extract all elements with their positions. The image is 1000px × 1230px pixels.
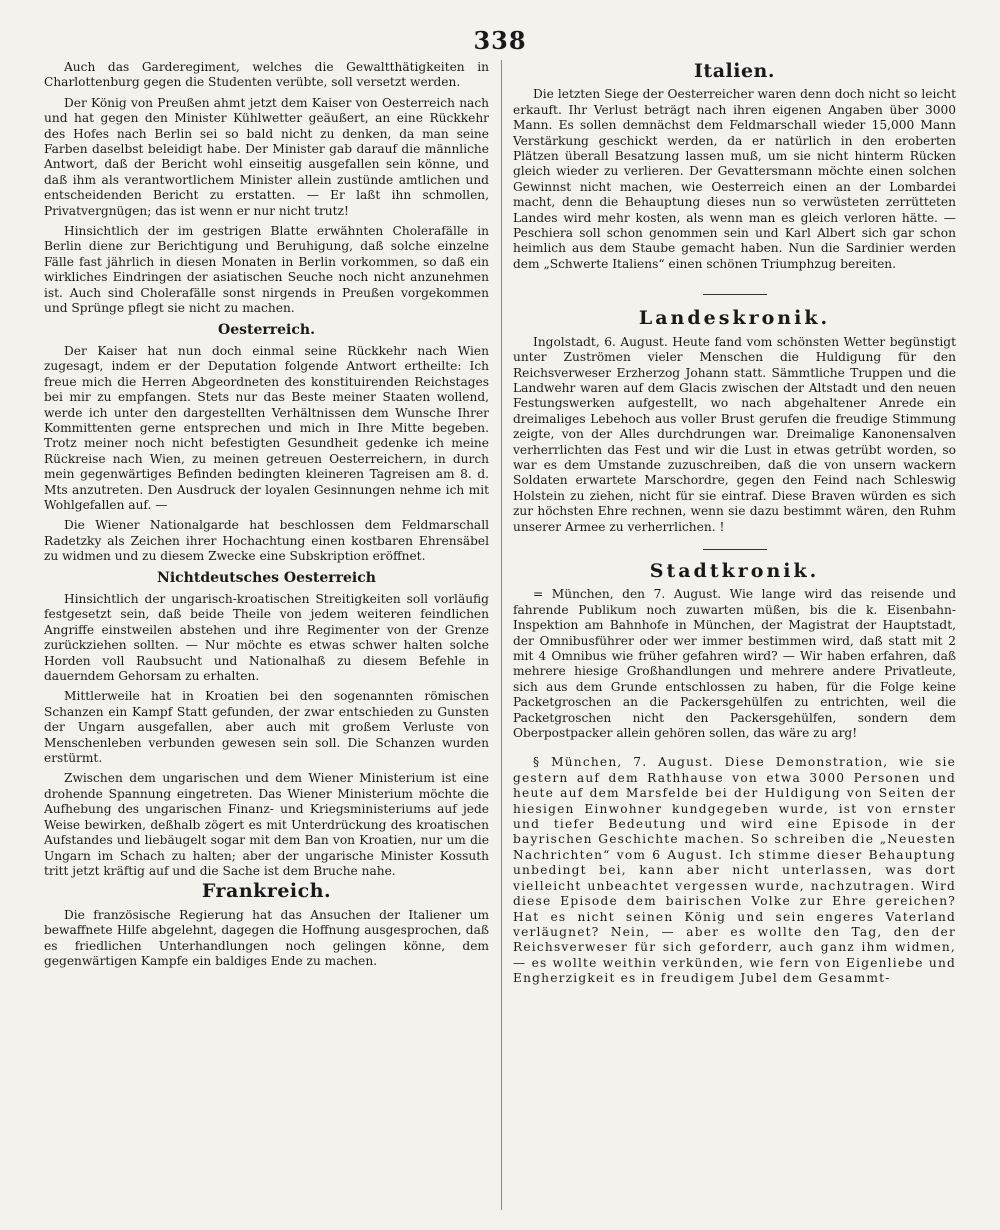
paragraph-koenig-preussen: Der König von Preußen ahmt jetzt dem Kaiser von Oesterreich nach und hat gegen den Minister Kühlwetter geäußert, an eine Rückkehr des Hofes nach Berlin sei so bald nicht zu denken, da man seine Farben daselbst beleidigt habe. Der Minister gab darauf die männliche Antwort, daß der Bericht wohl einseitig ausgefallen sein könne, und daß ihm als verantwortlichem Minister allein zustünde amtlichen und entscheidenden Bericht zu erstatten. — Er laßt ihn schmollen, Privatvergnügen; das ist wenn er nur nicht trutz! [44, 95, 489, 218]
paragraph-siege-oesterreicher: Die letzten Siege der Oesterreicher waren denn doch nicht so leicht erkauft. Ihr Verlust beträgt nach ihren eigenen Angaben über 3000 Mann. Es sollen demnächst dem Feldmarschall wieder 15,000 Mann Verstärkung geschickt werden, da er natürlich in den eroberten Plätzen überall Besatzung lassen muß, um sie nicht hinterm Rücken gleich wieder zu verlieren. Der Gevattersmann möchte einen solchen Gewinnst nicht machen, wie Oesterreich einen an der Lombardei macht, denn die Behauptung dieses nun so verwüsteten zerrütteten Landes wird mehr kosten, als wenn man es gleich verloren hätte. — Peschiera soll schon genommen sein und Karl Albert sich gar schon heimlich aus dem Staube gemacht haben. Nun die Sardinier werden dem „Schwerte Italiens“ einen schönen Triumphzug bereiten. [513, 87, 956, 271]
paragraph-muenchen-omnibus: = München, den 7. August. Wie lange wird das reisende und fahrende Publikum noch zuwarten müßen, bis die k. Eisenbahn-Inspektion am Bahnhofe in München, der Magistrat der Hauptstadt, der Omnibusführer oder wer immer bestimmen wird, daß statt mit 2 mit 4 Omnibus wie früher gefahren wird? — Wir haben erfahren, daß mehrere hiesige Großhandlungen und mehrere andere Privatleute, sich aus dem Grunde entschlossen zu haben, für die Folge keine Packetgroschen an die Packersgehülfen zu entrichten, weil die Packetgroschen nicht den Packersgehülfen, sondern dem Oberpostpacker allein gehören sollen, das wäre zu arg! [513, 587, 956, 741]
heading-frankreich: Frankreich. [201, 880, 332, 903]
paragraph-nationalgarde: Die Wiener Nationalgarde hat beschlossen dem Feldmarschall Radetzky als Zeichen ihrer Hochachtung einen kostbaren Ehrensäbel zu widmen und zu diesem Zwecke eine Subskription eröffnet. [44, 518, 489, 564]
heading-stadtkronik: Stadtkronik. [649, 559, 820, 582]
heading-landeskronik: Landeskronik. [638, 307, 831, 330]
paragraph-cholera: Hinsichtlich der im gestrigen Blatte erwähnten Cholerafälle in Berlin diene zur Berichtigung und Beruhigung, daß solche einzelne Fälle fast jährlich in diesen Monaten in Berlin vorkommen, so daß ein wirkliches Eindringen der asiatischen Seuche noch nicht anzunehmen ist. Auch sind Cholerafälle sonst nirgends in Preußen vorgekommen und Sprünge pflegt sie nicht zu machen. [44, 224, 489, 316]
page-number: 338 [473, 26, 527, 55]
section-rule [703, 294, 767, 295]
paragraph-kaiser-rueckkehr: Der Kaiser hat nun doch einmal seine Rückkehr nach Wien zugesagt, indem er der Deputation folgende Antwort ertheilte: Ich freue mich die Herren Abgeordneten des konstituirenden Reichstages bei mir zu empfangen. Stets nur das Beste meiner Staaten wollend, werde ich unter den dargestellten Verhältnissen dem Wunsche Ihrer Kommittenten gerne entsprechen und mich in Ihre Mitte begeben. Trotz meiner noch nicht befestigten Gesundheit gedenke ich meine Rückreise nach Wien, zu meinen getreuen Oesterreichern, in durch mein gegenwärtiges Befinden bedingten kleineren Tagreisen am 8. d. Mts anzutreten. Den Ausdruck der loyalen Gesinnungen nehme ich mit Wohlgefallen auf. — [44, 343, 489, 512]
right-column [513, 60, 956, 992]
paragraph-franzoesische-regierung: Die französische Regierung hat das Ansuchen der Italiener um bewaffnete Hilfe abgelehnt, dagegen die Hoffnung ausgesprochen, daß es friedlichen Unterhandlungen noch gelingen könne, dem gegenwärtigen Kampfe ein baldiges Ende zu machen. [44, 907, 489, 968]
heading-italien: Italien. [694, 60, 775, 82]
column-divider [501, 60, 502, 1210]
paragraph-roemische-schanzen: Mittlerweile hat in Kroatien bei den sogenannten römischen Schanzen ein Kampf Statt gefunden, der zwar entschieden zu Gunsten der Ungarn ausgefallen, aber auch mit großem Verluste von Menschenleben verbunden gewesen sein soll. Die Schanzen wurden erstürmt. [44, 689, 489, 766]
paragraph-ungarisch-kroatisch: Hinsichtlich der ungarisch-kroatischen Streitigkeiten soll vorläufig festgesetzt sein, daß beide Theile von jedem weiteren feindlichen Angriffe einstweilen abstehen und ihre Regimenter von der Grenze zurückziehen sollten. — Nur möchte es etwas schwer halten solche Horden voll Raubsucht und Nationalhaß zu diesem Befehle in dauerndem Gehorsam zu erhalten. [44, 592, 489, 684]
paragraph-ministerium-spannung: Zwischen dem ungarischen und dem Wiener Ministerium ist eine drohende Spannung eingetreten. Das Wiener Ministerium möchte die Aufhebung des ungarischen Finanz- und Kriegsministeriums auf jede Weise bewirken, deßhalb zögert es mit Unterdrückung des kroatischen Aufstandes und liebäugelt sogar mit dem Ban von Kroatien, nur um die Ungarn im Schach zu halten; aber der ungarische Minister Kossuth tritt jetzt kräftig auf und die Sache ist dem Bruche nahe. [44, 771, 489, 878]
paragraph-ingolstadt: Ingolstadt, 6. August. Heute fand vom schönsten Wetter begünstigt unter Zuströmen vieler Menschen die Huldigung für den Reichsverweser Erzherzog Johann statt. Sämmtliche Truppen und die Landwehr waren auf dem Glacis zwischen der Altstadt und den neuen Festungswerken aufgestellt, wo nach abgehaltener Anrede ein dreimaliges Lebehoch aus voller Brust gerufen die freudige Stimmung zeigte, von der Alles durchdrungen war. Dreimalige Kanonensalven verherrlichten das Fest und wir die Lust in etwas getrübt worden, so war es dem Umstande zuzuschreiben, daß die von unsern wackern Soldaten erwartete Marschordre, gegen den Feind nach Schleswig Holstein zu ziehen, nicht für sie eintraf. Diese Braven würden es sich zur höchsten Ehre rechnen, wenn sie dazu bestimmt wären, den Ruhm unserer Armee zu verherrlichen. ! [513, 334, 956, 534]
paragraph-muenchen-demonstration: § München, 7. August. Diese Demonstration, wie sie gestern auf dem Rathhause von etwa 3000 Personen und heute auf dem Marsfelde bei der Huldigung von Seiten der hiesigen Einwohner kundgegeben wurde, ist von ernster und tiefer Bedeutung und wird eine Episode in der bayrischen Geschichte machen. So schreiben die „Neuesten Nachrichten“ vom 6 August. Ich stimme dieser Behauptung unbedingt bei, kann aber nicht unterlassen, was dort vielleicht unbeachtet vergessen wurde, nachzutragen. Wird diese Episode dem bairischen Volke zur Ehre gereichen? Hat es nicht seinen König und sein engeres Vaterland verläugnet? Nein, — aber es wollte den Tag, den der Reichsverweser für sich geforderr, auch ganz ihm widmen, — es wollte weithin verkünden, wie fern von Eigenliebe und Engherzigkeit es in freudigem Jubel dem Gesammt- [513, 755, 956, 986]
heading-oesterreich: Oesterreich. [218, 321, 315, 338]
left-column [44, 60, 489, 974]
heading-nichtdeutsches-oesterreich: Nichtdeutsches Oesterreich [157, 569, 376, 586]
section-rule [703, 549, 767, 550]
paragraph-garderegiment: Auch das Garderegiment, welches die Gewaltthätigkeiten in Charlottenburg gegen die Studenten verübte, soll versetzt werden. [44, 60, 489, 90]
